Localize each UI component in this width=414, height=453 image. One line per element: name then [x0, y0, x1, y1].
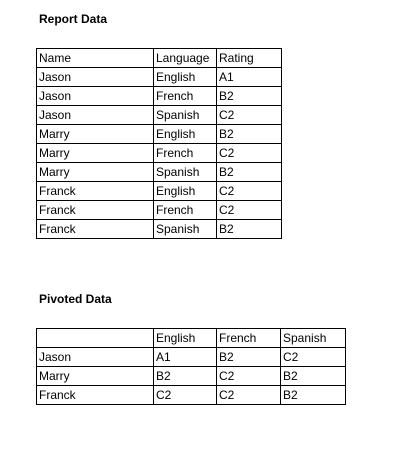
report-header-cell: Name	[37, 49, 154, 68]
report-cell: Jason	[37, 87, 154, 106]
report-cell: Franck	[37, 220, 154, 239]
report-cell: C2	[217, 144, 282, 163]
table-row	[37, 125, 282, 144]
pivot-cell: Franck	[37, 386, 154, 405]
report-cell: C2	[217, 182, 282, 201]
report-cell: Marry	[37, 144, 154, 163]
pivoted-data-title: Pivoted Data	[39, 292, 112, 306]
report-cell: Spanish	[154, 106, 217, 125]
report-cell: Spanish	[154, 220, 217, 239]
report-data-table	[36, 48, 282, 239]
pivot-header-cell: Spanish	[281, 329, 346, 348]
pivot-cell: B2	[281, 367, 346, 386]
pivot-cell: C2	[281, 348, 346, 367]
report-cell: Jason	[37, 68, 154, 87]
table-row	[37, 348, 346, 367]
table-row	[37, 201, 282, 220]
report-cell: English	[154, 125, 217, 144]
table-row	[37, 87, 282, 106]
report-cell: B2	[217, 125, 282, 144]
report-cell: Jason	[37, 106, 154, 125]
report-cell: C2	[217, 201, 282, 220]
pivot-cell: C2	[154, 386, 217, 405]
report-cell: B2	[217, 220, 282, 239]
pivoted-data-table	[36, 328, 346, 405]
report-cell: B2	[217, 87, 282, 106]
pivot-cell: B2	[154, 367, 217, 386]
report-data-table-body	[37, 49, 282, 239]
table-row	[37, 220, 282, 239]
report-cell: B2	[217, 163, 282, 182]
report-cell: Marry	[37, 163, 154, 182]
report-data-title: Report Data	[39, 12, 108, 26]
report-cell: Spanish	[154, 163, 217, 182]
report-cell: English	[154, 182, 217, 201]
pivot-cell: Jason	[37, 348, 154, 367]
table-row	[37, 144, 282, 163]
table-row	[37, 367, 346, 386]
report-cell: French	[154, 144, 217, 163]
pivot-header-cell	[37, 329, 154, 348]
report-cell: French	[154, 201, 217, 220]
pivot-cell: A1	[154, 348, 217, 367]
report-cell: Franck	[37, 201, 154, 220]
pivot-cell: Marry	[37, 367, 154, 386]
pivot-cell: C2	[217, 367, 281, 386]
report-cell: C2	[217, 106, 282, 125]
report-cell: French	[154, 87, 217, 106]
report-header-row	[37, 49, 282, 68]
table-row	[37, 182, 282, 201]
pivot-cell: B2	[217, 348, 281, 367]
report-cell: A1	[217, 68, 282, 87]
table-row	[37, 386, 346, 405]
pivoted-data-table-body	[37, 329, 346, 405]
pivot-header-cell: English	[154, 329, 217, 348]
table-row	[37, 163, 282, 182]
pivot-cell: B2	[281, 386, 346, 405]
report-cell: Marry	[37, 125, 154, 144]
report-cell: Franck	[37, 182, 154, 201]
report-header-cell: Rating	[217, 49, 282, 68]
report-cell: English	[154, 68, 217, 87]
pivot-header-cell: French	[217, 329, 281, 348]
table-row	[37, 106, 282, 125]
pivot-cell: C2	[217, 386, 281, 405]
pivot-header-row	[37, 329, 346, 348]
report-header-cell: Language	[154, 49, 217, 68]
table-row	[37, 68, 282, 87]
